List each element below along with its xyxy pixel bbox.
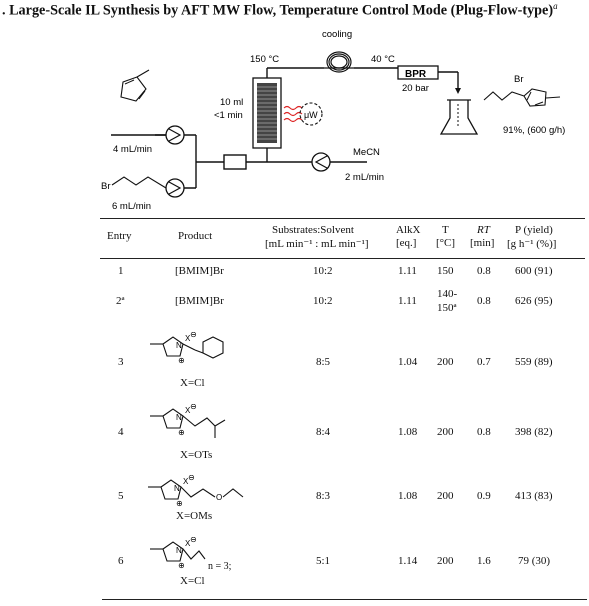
row3-ratio: 8:5 — [316, 356, 331, 368]
yield-text: 91%, (600 g/h) — [503, 125, 566, 136]
pump-imidazole — [166, 126, 184, 144]
row3-rt: 0.7 — [477, 356, 491, 368]
row1-p: 600 (91) — [515, 265, 553, 277]
collection-flask — [441, 100, 477, 134]
row5-structure — [143, 475, 253, 515]
svg-text:X: X — [183, 477, 189, 486]
cooling-label: cooling — [322, 29, 353, 40]
svg-text:N: N — [176, 546, 182, 555]
row2-entry: 2ª — [116, 295, 125, 307]
row5-entry: 5 — [118, 490, 124, 502]
solvent-label: MeCN — [353, 147, 380, 158]
header-p-1: P (yield) — [515, 224, 553, 236]
header-t-2: [°C] — [436, 237, 456, 249]
bromide-flow: 6 mL/min — [112, 201, 152, 212]
row2-ratio: 10:2 — [313, 295, 333, 307]
svg-text:⊕: ⊕ — [178, 356, 185, 365]
svg-text:N: N — [176, 341, 182, 350]
svg-text:⊖: ⊖ — [188, 475, 195, 482]
header-alkx-1: AlkX — [396, 224, 421, 236]
row2-p: 626 (95) — [515, 295, 553, 307]
table-header-rule — [100, 258, 585, 259]
cooling-coil — [324, 52, 354, 72]
row2-t-a: 140- — [437, 288, 458, 300]
svg-text:X: X — [185, 539, 191, 548]
residence-time: <1 min — [214, 110, 243, 121]
svg-text:⊕: ⊕ — [178, 428, 185, 437]
row1-rt: 0.8 — [477, 265, 491, 277]
header-t-1: T — [442, 224, 449, 236]
product-anion: Br — [514, 74, 524, 85]
row5-alkx: 1.08 — [398, 490, 418, 502]
svg-text:X: X — [185, 406, 191, 415]
row3-entry: 3 — [118, 356, 124, 368]
header-rt-2: [min] — [470, 237, 495, 249]
svg-text:⊖: ⊖ — [190, 332, 197, 339]
row5-product-x: X=OMs — [176, 510, 213, 522]
bpr-label: BPR — [405, 69, 427, 80]
svg-text:⊖: ⊖ — [190, 404, 197, 411]
row4-t: 200 — [437, 426, 454, 438]
header-rt-1: RT — [477, 224, 490, 236]
mw-label: μW — [304, 110, 318, 120]
product-structure — [484, 89, 560, 106]
row3-alkx: 1.04 — [398, 356, 418, 368]
row4-ratio: 8:4 — [316, 426, 331, 438]
row1-alkx: 1.11 — [398, 265, 417, 277]
title-text: . Large-Scale IL Synthesis by AFT MW Flow, Temperature Control Mode (Plug-Flow-type) — [2, 2, 554, 19]
svg-text:⊕: ⊕ — [178, 561, 185, 570]
header-ratio-1: Substrates:Solvent — [272, 224, 354, 236]
svg-text:O: O — [216, 493, 223, 502]
header-p-2: [g h⁻¹ (%)] — [507, 238, 557, 250]
row5-rt: 0.9 — [477, 490, 491, 502]
row6-entry: 6 — [118, 555, 124, 567]
flow-scheme — [0, 0, 589, 215]
row4-product-x: X=OTs — [180, 449, 213, 461]
row6-alkx: 1.14 — [398, 555, 418, 567]
row1-ratio: 10:2 — [313, 265, 333, 277]
header-alkx-2: [eq.] — [396, 237, 417, 249]
row4-alkx: 1.08 — [398, 426, 418, 438]
pump-bromide — [166, 179, 184, 197]
bpr-pressure: 20 bar — [402, 83, 429, 94]
static-mixer — [224, 155, 246, 169]
row4-structure — [145, 404, 245, 449]
row4-rt: 0.8 — [477, 426, 491, 438]
row2-product: [BMIM]Br — [175, 295, 224, 307]
svg-text:⊕: ⊕ — [176, 499, 183, 508]
row6-p: 79 (30) — [518, 555, 551, 567]
methylimidazole-structure — [121, 70, 149, 101]
row6-product-x: X=Cl — [180, 575, 205, 587]
svg-text:⊖: ⊖ — [190, 537, 197, 544]
header-entry: Entry — [107, 230, 132, 242]
table-top-rule — [100, 218, 585, 219]
row2-t-b: 150ª — [437, 302, 457, 314]
header-product: Product — [178, 230, 213, 242]
row1-product: [BMIM]Br — [175, 265, 224, 277]
reactor-volume: 10 ml — [220, 97, 244, 108]
row5-ratio: 8:3 — [316, 490, 331, 502]
row6-product-n: n = 3; — [208, 561, 232, 572]
imidazole-flow: 4 mL/min — [113, 144, 153, 155]
inlet-temp: 150 °C — [250, 54, 280, 65]
row4-entry: 4 — [118, 426, 124, 438]
row2-alkx: 1.11 — [398, 295, 417, 307]
row3-structure — [145, 332, 245, 377]
row3-product-x: X=Cl — [180, 377, 205, 389]
pump-solvent — [312, 153, 330, 171]
row3-p: 559 (89) — [515, 356, 553, 368]
bromide-atom: Br — [101, 181, 111, 192]
row5-p: 413 (83) — [515, 490, 553, 502]
row2-rt: 0.8 — [477, 295, 491, 307]
svg-text:N: N — [174, 484, 180, 493]
row4-p: 398 (82) — [515, 426, 553, 438]
row6-rt: 1.6 — [477, 555, 491, 567]
row1-t: 150 — [437, 265, 454, 277]
mw-reactor — [253, 78, 281, 148]
solvent-flow: 2 mL/min — [345, 172, 385, 183]
svg-text:N: N — [176, 413, 182, 422]
row6-t: 200 — [437, 555, 454, 567]
header-ratio-2: [mL min⁻¹ : mL min⁻¹] — [265, 238, 369, 250]
row1-entry: 1 — [118, 265, 124, 277]
title-footnote-mark: a — [553, 1, 558, 11]
svg-text:X: X — [185, 334, 191, 343]
row3-t: 200 — [437, 356, 454, 368]
row6-ratio: 5:1 — [316, 555, 331, 567]
row5-t: 200 — [437, 490, 454, 502]
table-bottom-rule — [102, 599, 587, 600]
outlet-temp: 40 °C — [371, 54, 395, 65]
